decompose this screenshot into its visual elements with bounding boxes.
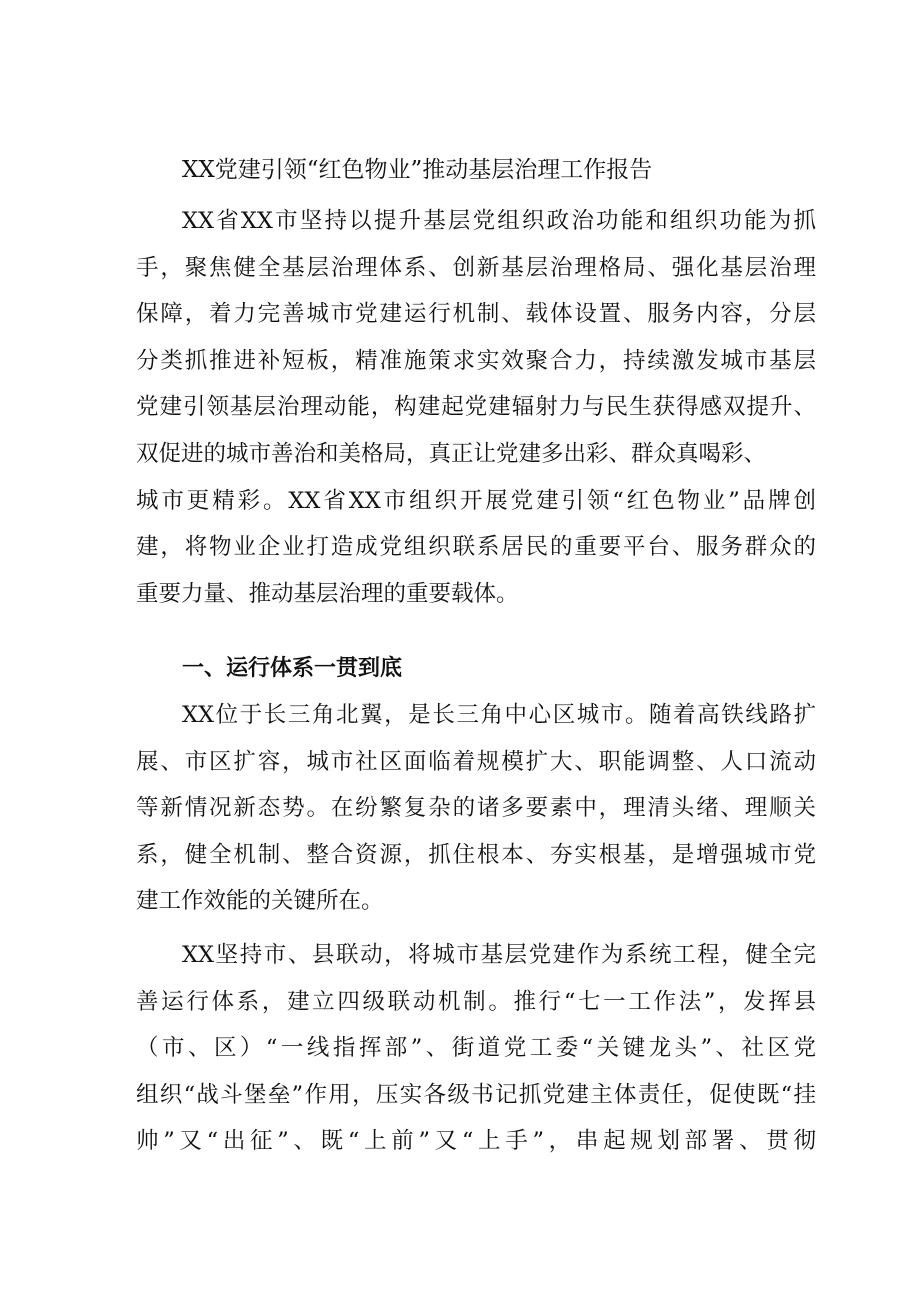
paragraph-line: 组织“战斗堡垒”作用，压实各级书记抓党建主体责任，促使既“挂 [136, 1081, 816, 1108]
paragraph-line: XX坚持市、县联动，将城市基层党建作为系统工程，健全完 [182, 942, 816, 968]
paragraph-line: 城市更精彩。XX省XX市组织开展党建引领“红色物业”品牌创 [136, 487, 816, 514]
paragraph-line: XX省XX市坚持以提升基层党组织政治功能和组织功能为抓 [182, 208, 816, 234]
paragraph-line: 分类抓推进补短板，精准施策求实效聚合力，持续激发城市基层 [136, 347, 816, 374]
document-title: XX党建引领“红色物业”推动基层治理工作报告 [182, 157, 653, 183]
paragraph-line: 重要力量、推动基层治理的重要载体。 [136, 580, 519, 607]
paragraph-line: 建工作效能的关键所在。 [136, 888, 384, 915]
paragraph-line: 党建引领基层治理动能，构建起党建辐射力与民生获得感双提升、 [136, 394, 816, 421]
paragraph-line: 展、市区扩容，城市社区面临着规模扩大、职能调整、人口流动 [136, 748, 816, 775]
paragraph-line: 手，聚焦健全基层治理体系、创新基层治理格局、强化基层治理 [136, 254, 816, 281]
section-heading: 一、运行体系一贯到底 [182, 655, 403, 681]
paragraph-line: 等新情况新态势。在纷繁复杂的诸多要素中，理清头绪、理顺关 [136, 795, 816, 822]
paragraph-line: 善运行体系，建立四级联动机制。推行“七一工作法”，发挥县 [136, 988, 816, 1015]
paragraph-line: 帅”又“出征”、既“上前”又“上手”，串起规划部署、贯彻 [136, 1128, 816, 1155]
paragraph-linkage [136, 932, 816, 1165]
paragraph-line: XX位于长三角北翼，是长三角中心区城市。随着高铁线路扩 [182, 702, 816, 728]
paragraph-line: （市、区）“一线指挥部”、街道党工委“关键龙头”、社区党 [136, 1035, 816, 1062]
paragraph-line: 建，将物业企业打造成党组织联系居民的重要平台、服务群众的 [136, 534, 816, 561]
paragraph-line: 保障，着力完善城市党建运行机制、载体设置、服务内容，分层 [136, 301, 816, 328]
paragraph-location [136, 692, 816, 925]
paragraph-intro [136, 198, 816, 617]
paragraph-line: 双促进的城市善治和美格局，真正让党建多出彩、群众真喝彩、 [136, 440, 767, 467]
paragraph-line: 系，健全机制、整合资源，抓住根本、夯实根基，是增强城市党 [136, 841, 816, 868]
